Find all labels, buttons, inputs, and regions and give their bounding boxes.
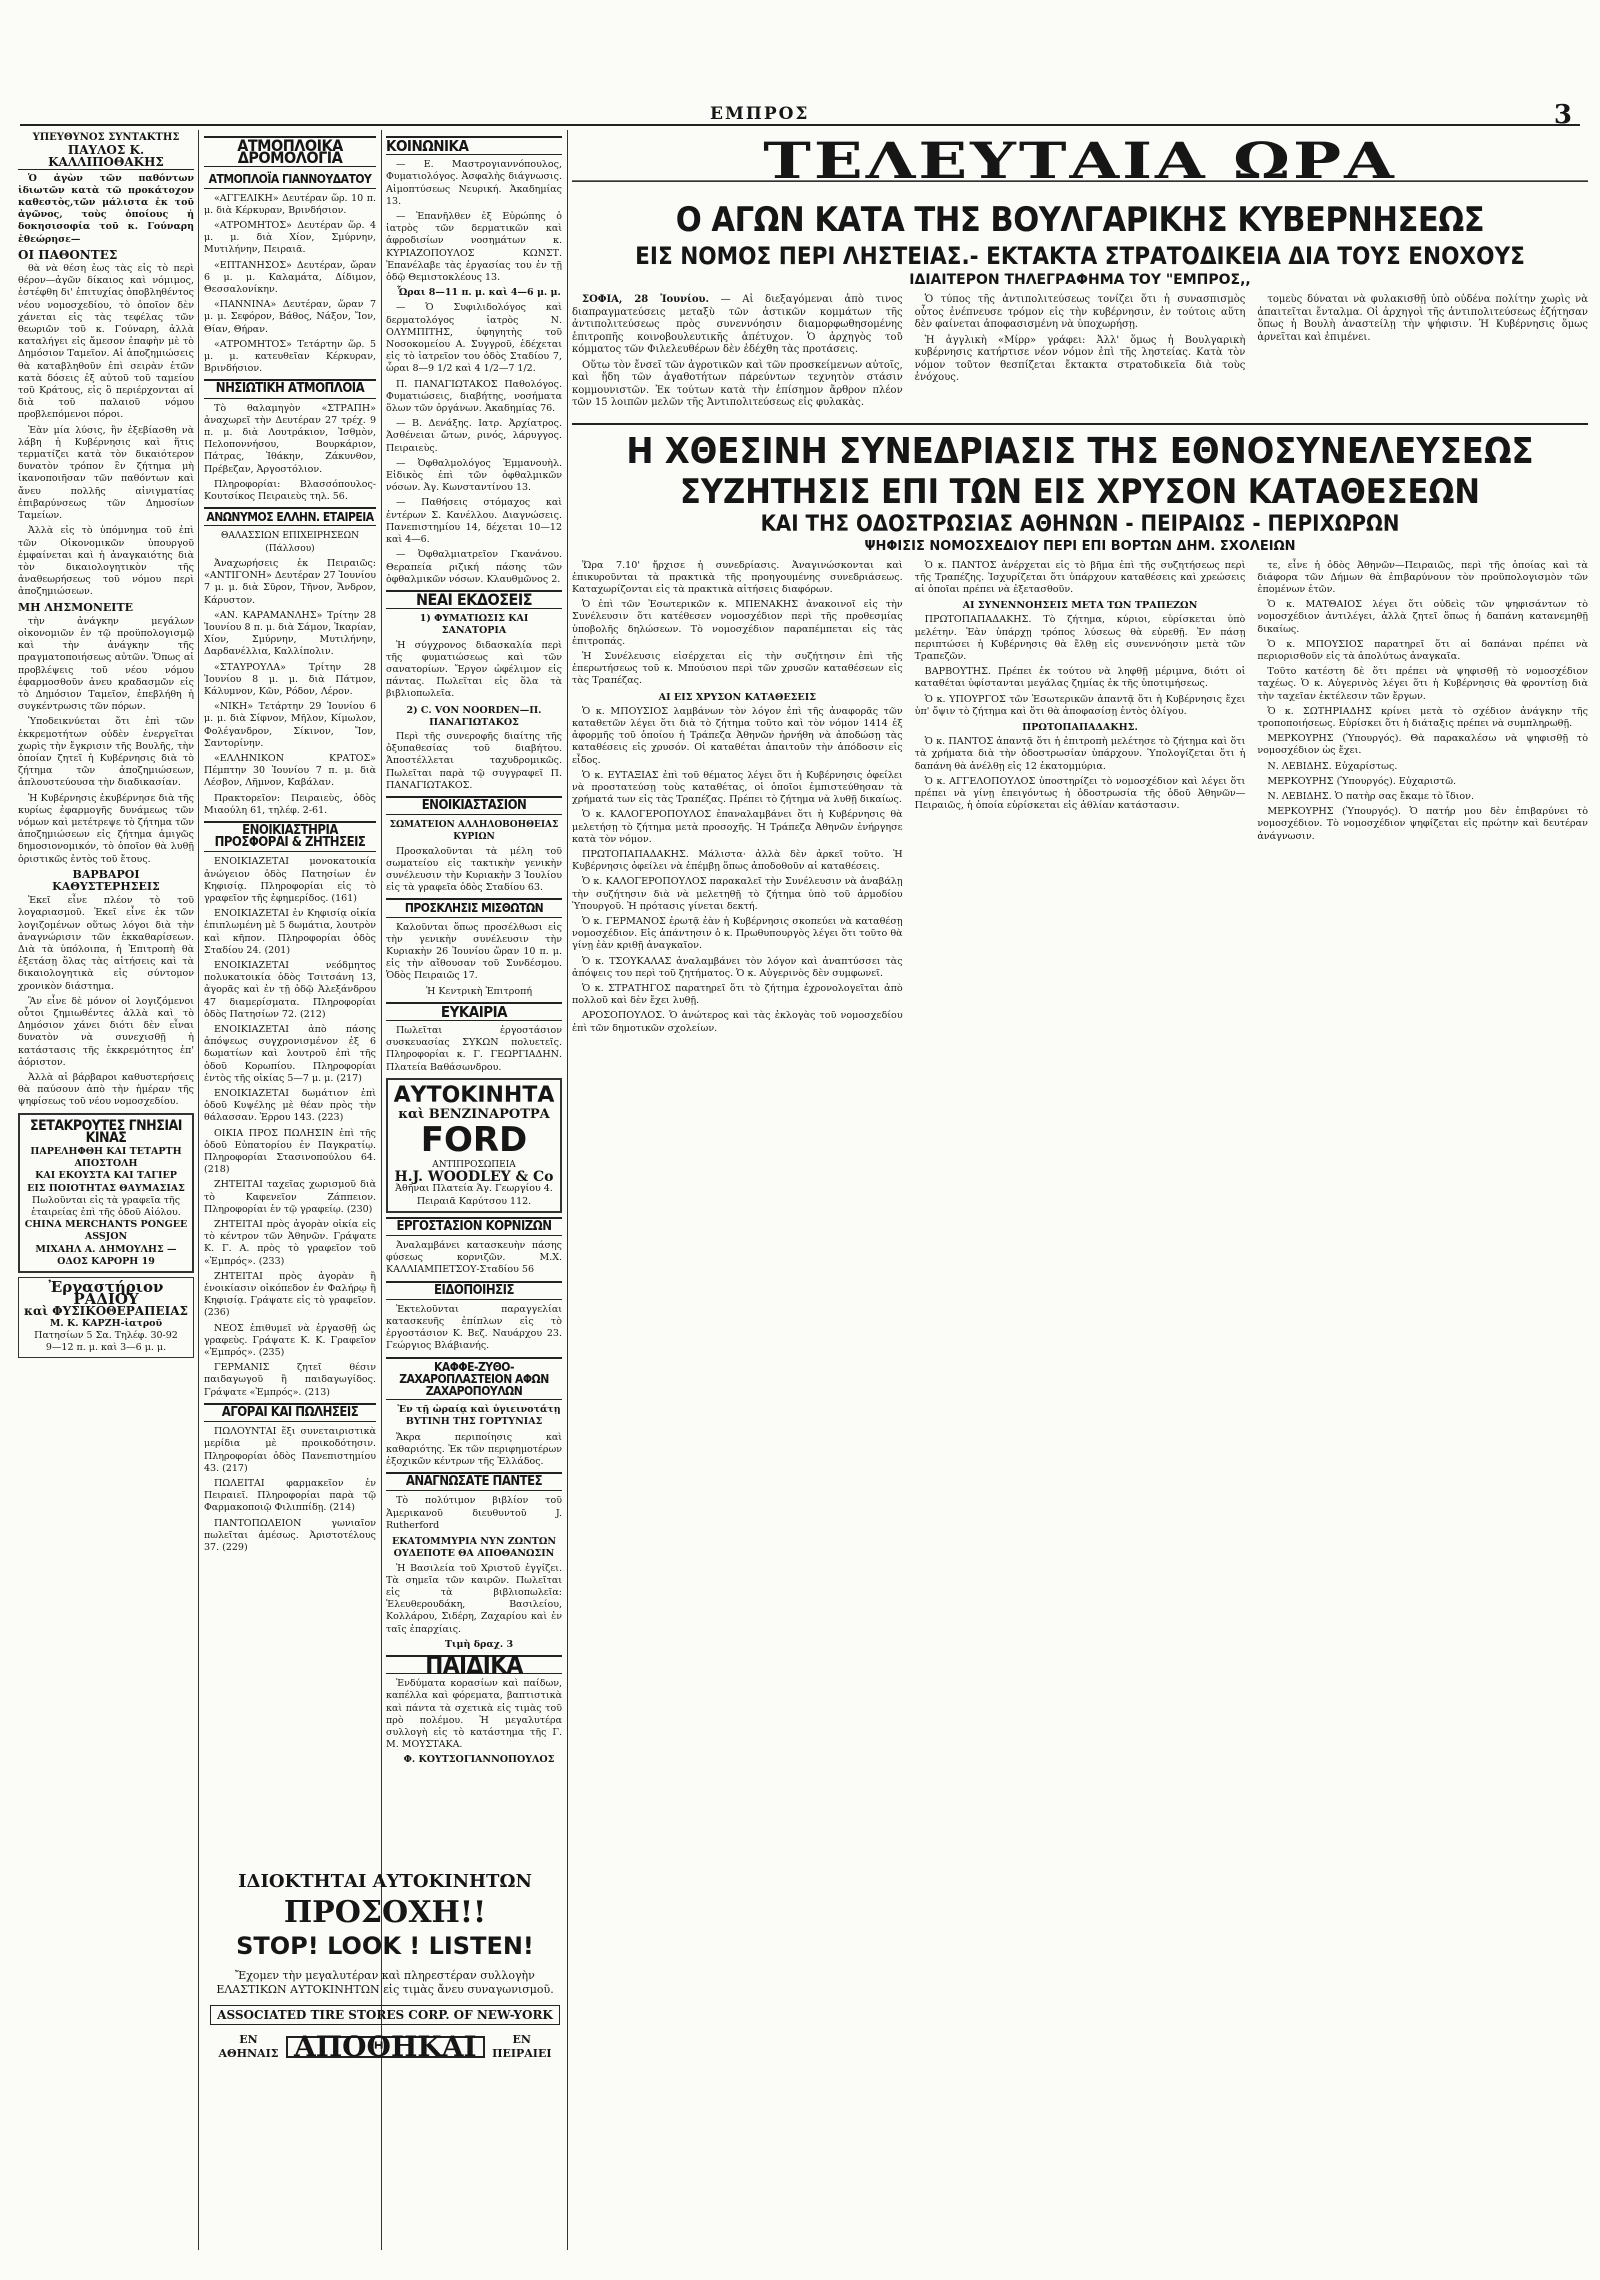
classified-ad: ΕΝΟΙΚΙΑΖΕΤΑΙ νεόδμητος πολυκατοικία ὁδὸς Τσιτσάνη 13, ἀγορᾶς καὶ ἐν τῇ ὁδῷ Ἀλεξάνδρου 47 διαμερίσματα. Πληροφορίαι ὁδὸς Πατησίων 72. (212) <box>204 959 376 1020</box>
article-paragraph: Ὁ κ. ΤΣΟΥΚΑΛΑΣ ἀναλαμβάνει τὸν λόγον καὶ ἀναπτύσσει τὰς ἀπόψεις του περὶ τοῦ ζητήματος. Ὁ κ. Αὐγερινὸς δὲν συμφωνεῖ. <box>572 955 903 979</box>
masthead <box>20 100 1580 130</box>
article-paragraph: Ὁ κ. ΚΑΛΟΓΕΡΟΠΟΥΛΟΣ ἐπαναλαμβάνει ὅτι ἡ Κυβέρνησις θὰ μελετήσῃ τὸ ζήτημα μετὰ προσοχῆς. Ἡ Τράπεζα Ἀθηνῶν ἐνήργησε κατὰ τὸν νόμον. <box>572 809 903 845</box>
article-paragraph: Ὁ κ. ΚΑΛΟΓΕΡΟΠΟΥΛΟΣ παρακαλεῖ τὴν Συνέλευσιν νὰ ἀναβάλῃ τὴν συζήτησιν διὰ νὰ μελετηθῇ τὸ ζήτημα ὑπὸ τοῦ ἁρμοδίου Ὑπουργοῦ. Ἡ πρότασις γίνεται δεκτή. <box>572 876 903 912</box>
ad-line: ΜΙΧΑΗΛ Α. ΔΗΜΟΥΛΗΣ — ΟΔΟΣ ΚΑΡΟΡΗ 19 <box>35 1243 177 1267</box>
section-heading: ΠΑΙΔΙΚΑ <box>386 1655 562 1674</box>
notice: Τὸ πολύτιμον βιβλίον τοῦ Ἀμερικανοῦ διευθυντοῦ J. Rutherford <box>386 1495 562 1531</box>
dateline-heading: ΙΔΙΑΙΤΕΡΟΝ ΤΗΛΕΓΡΑΦΗΜΑ ΤΟΥ "ΕΜΠΡΟΣ,, <box>909 272 1251 288</box>
ad-line: 9—12 π. μ. καὶ 3—6 μ. μ. <box>45 1342 167 1354</box>
ad-line: ΑΝΤΙΠΡΟΣΩΠΕΙΑ <box>432 1160 516 1171</box>
notice: Προσκαλοῦνται τὰ μέλη τοῦ σωματείου εἰς τακτικὴν γενικὴν συνέλευσιν τὴν Κυριακὴν 3 Ἰουλίου εἰς τὰ γραφεῖα ὁδὸς Σταδίου 63. <box>386 845 562 894</box>
notice: Πωλεῖται ἐργοστάσιον συσκευασίας ΣΥΚΩΝ πολυετεῖς. Πληροφορίαι κ. Γ. ΓΕΩΡΓΙΑΔΗΝ. Πλατεία Βαθάσωνδρου. <box>386 1025 562 1073</box>
section-heading: ΑΤΜΟΠΛΟΪΚΑ ΔΡΟΜΟΛΟΓΙΑ <box>204 136 376 167</box>
classified-ad: ΠΩΛΕΙΤΑΙ φαρμακεῖον ἐν Πειραιεῖ. Πληροφορίαι παρὰ τῷ Φαρμακοποιῷ Φιλιππίδῃ. (214) <box>204 1477 376 1514</box>
article-paragraph: Ὥρα 7.10' ἤρχισε ἡ συνεδρίασις. Ἀναγινώσκονται καὶ ἐπικυροῦνται τὰ πρακτικὰ τῆς προηγουμένης συνεδριάσεως. Καταχωρίζονται εἰς τὰ πρακτικὰ αἰτήσεις διαφόρων. <box>572 559 903 595</box>
article-paragraph: ΒΑΡΒΟΥΤΗΣ. Πρέπει ἐκ τούτου νὰ ληφθῇ μέριμνα, διότι οἱ καταθέται ὑφίστανται μεγάλας ζημίας ἐκ τῆς ὑποτιμήσεως. <box>914 666 1246 690</box>
section-subheading: ΑΙ ΣΥΝΕΝΝΟΗΣΕΙΣ ΜΕΤΑ ΤΩΝ ΤΡΑΠΕΖΩΝ <box>962 600 1198 612</box>
classified-ad: ΓΕΡΜΑΝΙΣ ζητεῖ θέσιν παιδαγωγοῦ ἢ παιδαγωγίδος. Γράψατε «Ἐμπρός». (213) <box>204 1362 376 1398</box>
notice-signature: Ἡ Κεντρικὴ Ἐπιτροπή <box>425 985 533 997</box>
ad-title: ΑΥΤΟΚΙΝΗΤΑ <box>393 1082 555 1108</box>
subheadline: ΨΗΦΙΣΙΣ ΝΟΜΟΣΧΕΔΙΟΥ ΠΕΡΙ ΕΠΙ ΒΟΡΤΩΝ ΔΗΜ. ΣΧΟΛΕΙΩΝ <box>864 538 1296 554</box>
article-columns <box>572 294 1588 413</box>
listing: Πρακτορεῖον: Πειραιεὺς, ὁδὸς Μιαούλη 61, τηλέφ. 2-61. <box>204 792 376 816</box>
listing: Ἀναχωρήσεις ἐκ Πειραιῶς: «ΑΝΤΙΓΟΝΗ» Δευτέραν 27 Ἰουνίου 7 μ. μ. διὰ Σῦρον, Τῆνον, Ἄνδρον, Κάρυστον. <box>204 557 376 606</box>
page-number: 3 <box>1553 100 1572 130</box>
lead-paragraph: Ὁ ἀγὼν τῶν παθόντων ἰδιωτῶν κατὰ τῶ προκάτοχον καθεστὸς,τῶν μάλιστα ἐκ τοῦ ἀγῶνος, τοὺς ὁποίους ἡ δοκησισοφία τοῦ κ. Γούναρη ἐθεώρησε— <box>18 172 194 245</box>
article-paragraph: θὰ νὰ θέση ἐως τὰς εἰς τὸ περὶ θέρον—ἀγῶν δίκαιος καὶ νόμιμος, ἐστέφθη δι' ἐπιτυχίας ὀποβληθέντος νέου νομοσχεδίου, τὸ ὁποῖον δὲν χάνεται εἰς τὰς τεφέλας τῶν θεωριῶν τοῦ κ. Γούναρη, ἀλλὰ καταλήγει εἰς ἄμεσον ἐπαφὴν μὲ τὸ Δημόσιον Ταμεῖον. Αἱ ἀποζημιώσεις θὰ καταβληθοῦν ἐπὶ σειρὰν ἐτῶν κατὰ δόσεις ἐξ αὐτοῦ τοῦ ταμείου τοῦ Κράτους, εἰς ὃ περιέρχονται αἱ διὰ τοῦ παλαιοῦ νόμου προβλεπόμενοι πόροι. <box>18 263 194 421</box>
price: Τιμὴ δραχ. 3 <box>444 1638 514 1650</box>
notice: — Β. Δενάξης. Ιατρ. Ἀρχίατρος. Ἀσθένειαι ὤτων, ρινός, λάρυγγος. Πειραιεὺς. <box>386 418 562 454</box>
notice-signature: Φ. ΚΟΥΤΣΟΓΙΑΝΝΟΠΟΥΛΟΣ <box>403 1754 555 1766</box>
article-paragraph: Ἂν εἶνε δὲ μόνον οἱ λογιζόμενοι οὗτοι ζημιωθέντες ἀλλὰ καὶ τὸ Δημόσιον χάνει διότι δὲν εἶναι δυνατὸν νὰ συνεχισθῇ ἡ κατάστασις τῆς ἐκκρεμότητος ἐπ' ἀόριστον. <box>18 995 194 1068</box>
article-column <box>572 560 903 1038</box>
ad-line: ΚΑΙ ΕΚΟΥΣΤΑ ΚΑΙ ΤΑΓΙΕΡ <box>35 1170 177 1182</box>
article-paragraph: Ν. ΛΕΒΙΔΗΣ. Εὐχαρίστως. <box>1267 760 1398 772</box>
article-paragraph: Οὕτω τὸν ἔνσεῖ τῶν ἀγροτικῶν καὶ τῶν προσκείμενων αὐτοῖς, καὶ ἤδη τῶν ἀγαθοτήτων πάρεύντων τεχνητὸν στάσιν κομμουνιστῶν. Ἐκ τούτων κατὰ τὴν ἐπίσημον ἄρθρον πλέον τῶν 15 λοιπῶν μελῶν τῆς Ἀντιπολιτεύσεως εἰς φυλακὰς. <box>572 359 903 408</box>
column-4 <box>572 132 1588 2262</box>
listing: «ΑΤΡΟΜΗΤΟΣ» Τετάρτην ὥρ. 5 μ. μ. κατευθεῖαν Κέρκυραν, Βρινδήσιον. <box>204 338 376 375</box>
dateline: ΣΟΦΙΑ, 28 Ἰουνίου. <box>582 294 709 305</box>
advertisement-silk <box>18 1113 194 1273</box>
section-subheading: ΠΡΩΤΟΠΑΠΑΔΑΚΗΣ. <box>1022 721 1138 733</box>
article-paragraph: Ἐὰν μία λύσις, ἢν ἐξεβίασθη νὰ λάβη ἡ Κυβέρνησις καὶ ἥτις τερματίζει κατὰ τὸν δικαιότερον δυνατὸν τρόπον ἓν ζήτημα μὴ ἱκανοποιῆσαν τῶν παθόντων καὶ ἄνευ πολλῆς αἰνιγματίας ἐπιβαρύνσεως τῶν Δημοσίων Ταμείων. <box>18 424 194 522</box>
article-column <box>1257 294 1588 413</box>
ad-line: STOP! LOOK ! LISTEN! <box>236 1932 534 1960</box>
article-paragraph: Ὁ κ. ΠΑΝΤΟΣ ἀπαντᾷ ὅτι ἡ ἐπιτροπὴ μελέτησε τὸ ζήτημα καὶ ὅτι τὰ χρήματα διὰ τὴν ὁδοστρωσίαν ὑπάρχουν. Ὑπολογίζεται ὅτι ἡ δαπάνη θὰ ἀνέλθῃ εἰς 12 ἑκατομμύρια. <box>914 736 1246 772</box>
article-paragraph: ΑΡΟΣΟΠΟΥΛΟΣ. Ὁ ἀνώτερος καὶ τὰς ἐκλογὰς τοῦ νομοσχεδίου ἐπὶ τῶν δημοτικῶν σχολείων. <box>572 1010 903 1034</box>
notice: Καλοῦνται ὅπως προσέλθωσι εἰς τὴν γενικὴν συνέλευσιν τὴν Κυριακὴν 26 Ἰουνίου ὥραν 10 π. μ. εἰς τὴν αἴθουσαν τοῦ Συνδέσμου. Ὁδὸς Πειραιῶς 17. <box>386 921 562 982</box>
ad-line: ASSOCIATED TIRE STORES CORP. OF NEW-YORK <box>210 2005 560 2025</box>
article-column <box>915 294 1246 413</box>
ad-title: ΣΕΤΑΚΡΟΥΤΕΣ ΓΝΗΣΙΑΙ ΚΙΝΑΣ <box>30 1117 182 1146</box>
listing: «ΣΤΑΥΡΟΥΛΑ» Τρίτην 28 Ἰουνίου 8 μ. μ. διὰ Πάτμον, Κάλυμνον, Κῶν, Ρόδον, Λέρον. <box>204 661 376 697</box>
ad-line: καὶ ΦΥΣΙΚΟΘΕΡΑΠΕΙΑΣ <box>23 1304 189 1319</box>
section-heading: ΑΓΟΡΑΙ ΚΑΙ ΠΩΛΗΣΕΙΣ <box>204 1403 376 1422</box>
article-paragraph: τὴν ἀνάγκην μεγάλων οἰκονομιῶν ἐν τῷ προϋπολογισμῷ καὶ τὴν ἀνάγκην τῆς πραγματοποιήσεως αὐτῶν. Ὅπως αἱ προβλέψεις τοῦ νέου νόμου ἐφαρμοσθοῦν ἀνευ κραδασμῶν εἰς τὸ Δημόσιον Ταμεῖον, ἐπεβλήθη ἡ συγκέντρωσις τῶν πόρων. <box>18 615 194 713</box>
notice: Ἄκρα περιποίησις καὶ καθαριότης. Ἐκ τῶν περιφημοτέρων ἐξοχικῶν κέντρων τῆς Ἑλλάδος. <box>386 1431 562 1468</box>
subhead: ΟΙ ΠΑΘΟΝΤΕΣ <box>18 247 118 262</box>
classified-ad: ΠΑΝΤΟΠΩΛΕΙΟΝ γωνιαῖον πωλεῖται ἀμέσως. Ἀριστοτέλους 37. (229) <box>204 1517 376 1553</box>
subheadline: ΚΑΙ ΤΗΣ ΟΔΟΣΤΡΩΣΙΑΣ ΑΘΗΝΩΝ - ΠΕΙΡΑΙΩΣ - ΠΕΡΙΧΩΡΩΝ <box>760 511 1400 537</box>
headline: Ο ΑΓΩΝ ΚΑΤΑ ΤΗΣ ΒΟΥΛΓΑΡΙΚΗΣ ΚΥΒΕΡΝΗΣΕΩΣ <box>675 200 1485 240</box>
section-heading: ΕΝΟΙΚΙΑΣΤΗΡΙΑ ΠΡΟΣΦΟΡΑΙ & ΖΗΤΗΣΕΙΣ <box>204 821 376 852</box>
notice: Περὶ τῆς συνεροφῆς διαίτης τῆς ὀξυπαθεσίας τοῦ διαβήτου. Ἀποστέλλεται ταχυδρομικῶς. Πωλεῖται παρὰ τῷ συγγραφεῖ Π. ΠΑΝΑΓΙΩΤΑΚΟΣ. <box>386 730 562 791</box>
banner-headline: ΤΕΛΕΥΤΑΙΑ ΩΡΑ <box>572 132 1588 182</box>
article-paragraph: Ὁ κ. ΓΕΡΜΑΝΟΣ ἐρωτᾷ ἐὰν ἡ Κυβέρνησις σκοπεύει νὰ καταθέσῃ νομοσχέδιον. Εἰς ἀπάντησιν ὁ κ. Πρωθυπουργὸς λέγει ὅτι τοῦτο θὰ γίνῃ ἐὰν κριθῇ ἀναγκαῖον. <box>572 915 903 952</box>
article-paragraph: Ὑποδεικνύεται ὅτι ἐπὶ τῶν ἐκκρεμοτήτων οὐδὲν ἐνεργεῖται χωρὶς τὴν ἔγκρισιν τῆς Βουλῆς, τὴν ὁποίαν ζητεῖ ἡ Κυβέρνησις διὰ τὸ ζήτημα τῶν ἀποζημιώσεων, ἁπλουστεύουσα τὴν διαδικασίαν. <box>18 716 194 789</box>
ad-title: ΙΔΙΟΚΤΗΤΑΙ ΑΥΤΟΚΙΝΗΤΩΝ <box>238 1871 532 1892</box>
article-column <box>1257 560 1588 1038</box>
notice: — Παθήσεις στόμαχος καὶ ἐντέρων Σ. Κανέλλου. Διαγνώσεις. Πανεπιστημίου 14, δέχεται 10—12 καὶ 4—6. <box>386 497 562 546</box>
article-paragraph: Ὁ κ. ΥΠΟΥΡΓΟΣ τῶν Ἐσωτερικῶν ἀπαντᾷ ὅτι ἡ Κυβέρνησις ἔχει ὑπ' ὄψιν τὸ ζήτημα καὶ ὅτι θὰ ἀποφασίσῃ ἐντὸς ὀλίγου. <box>914 693 1246 717</box>
article-paragraph: ΜΕΡΚΟΥΡΗΣ (Ὑπουργός). Ὁ πατήρ μου δὲν ἐπιβαρύνει τὸ νομοσχέδιον. Τὸ νομοσχέδιον ψηφίζεται εἰς πρώτην καὶ δευτέραν ἀνάγνωσιν. <box>1257 806 1588 842</box>
column-rule <box>567 130 568 2250</box>
article-paragraph: τε, εἶνε ἡ ὁδὸς Ἀθηνῶν—Πειραιῶς, περὶ τῆς ὁποίας καὶ τὰ διάφορα τῶν Δήμων θὰ ἐπιβαρύνουν τὸν προϋπολογισμὸν τῶν ἐπομένων ἐτῶν. <box>1257 559 1588 595</box>
listing: Πληροφορίαι: Βλασσόπουλος-Κουτσίκος Πειραιεὺς τηλ. 56. <box>204 478 376 503</box>
article-paragraph: Ὁ κ. ΜΠΟΥΣΙΟΣ παρατηρεῖ ὅτι αἱ δαπάναι πρέπει νὰ περιορισθοῦν εἰς τὰ ἀπολύτως ἀναγκαῖα. <box>1257 638 1588 662</box>
ad-line: ΠΑΡΕΛΗΦΘΗ ΚΑΙ ΤΕΤΑΡΤΗ ΑΠΟΣΤΟΛΗ <box>30 1146 182 1170</box>
notice: Ἐκτελοῦνται παραγγελίαι κατασκευῆς ἐπίπλων εἰς τὸ ἐργοστάσιον Κ. Βεζ. Ναυάρχου 23. Γεώργιος Βλάβιανής. <box>386 1303 562 1352</box>
notice-title: ΣΩΜΑΤΕΙΟΝ ΑΛΛΗΛΟΒΟΗΘΕΙΑΣ ΚΥΡΙΩΝ <box>389 820 559 843</box>
ad-line: H.J. WOODLEY & Co <box>394 1169 554 1186</box>
classified-ad: ΟΙΚΙΑ ΠΡΟΣ ΠΩΛΗΣΙΝ ἐπὶ τῆς ὁδοῦ Εὐπατορίου ἐν Παγκρατίῳ. Πληροφορίαι Στασινοπούλου 64. (218) <box>204 1127 376 1176</box>
classified-ad: ΖΗΤΕΙΤΑΙ πρὸς ἀγορὰν οἰκία εἰς τὸ κέντρον τῶν Ἀθηνῶν. Γράψατε Κ. Γ. Α. πρὸς τὸ γραφεῖον τοῦ «Ἐμπρός». (233) <box>204 1219 376 1267</box>
article-text: — Αἱ διεξαγόμεναι ἀπὸ τινος διαπραγματεύσεις μεταξὺ τῶν ἀστικῶν κομμάτων τῆς ἀντιπολιτεύσεως πρὸς συνεννόησιν διαμορφωθησομένης ἐπιτροπῆς κοινοβουλευτικῆς ἀπέτυχον. Ὁ ἀρχηγὸς τοῦ κόμματος τῶν Φιλελευθέρων δὲν ἐδέχθη τὰς προτάσεις. <box>572 294 903 355</box>
article-paragraph: Ἡ Κυβέρνησις ἐκυβέρνησε διὰ τῆς κυρίως ἐφαρμογῆς δυνάμεως τῶν νόμων καὶ μετέτρεψε τὸ ζήτημα τῶν ἀποζημιώσεων εἰς ζήτημα ἀμιγῶς δημοσιονομικόν, τὸ ὁποῖον θὰ λυθῇ ὁριστικῶς ἐντὸς τοῦ ἔτους. <box>18 792 194 865</box>
article-paragraph <box>572 294 903 357</box>
headline: Η ΧΘΕΣΙΝΗ ΣΥΝΕΔΡΙΑΣΙΣ ΤΗΣ ΕΘΝΟΣΥΝΕΛΕΥΣΕΩΣ <box>572 423 1588 472</box>
article-paragraph: Ἀλλὰ αἱ βάρβαροι καθυστερήσεις θὰ παύσουν ἀπὸ τὴν ἡμέραν τῆς ψηφίσεως τοῦ νέου νομοσχεδίου. <box>18 1072 194 1108</box>
article-column <box>915 560 1246 1038</box>
byline-label: ΥΠΕΥΘΥΝΟΣ ΣΥΝΤΑΚΤΗΣ <box>32 132 180 143</box>
article-paragraph: Ἡ Συνέλευσις εἰσέρχεται εἰς τὴν συζήτησιν ἐπὶ τῆς ἐπερωτήσεως τοῦ κ. Μπούσιου περὶ τῶν χρυσῶν καταθέσεων εἰς τὰς Τραπέζας. <box>572 650 903 687</box>
notice: — Ὀφθαλμιατρεῖον Γκανάνου. Θεραπεία ριζική πάσης τῶν ὀφθαλμικῶν νόσων. Κλαυθμῶνος 2. <box>386 549 562 585</box>
notice: — Ἐπανῆλθεν ἐξ Εὐρώπης ὁ ἰατρὸς τῶν δερματικῶν καὶ ἀφροδισίων νοσημάτων κ. ΚΥΡΙΑΖΟΠΟΥΛΟΣ ΚΩΝΣΤ. Ἐπανέλαβε τὰς ἐργασίας του ἐν τῇ ὁδῷ Θεμιστοκλέους 13. <box>386 211 562 284</box>
notice: — Ὁ Συφιλιδολόγος καὶ δερματολόγος ἰατρὸς Ν. ΟΛΥΜΠΙΤΗΣ, ὑφηγητὴς τοῦ Νοσοκομείου Α. Συγγροῦ, ἐδέχεται εἰς τὸ ἰατρεῖον του ὁδὸς Σταδίου 7, ὧραι 8—9 1/2 καὶ 4 1/2—7 1/2. <box>386 302 562 375</box>
listing: «ΠΑΝΝΙΝΑ» Δευτέραν, ὥραν 7 μ. μ. Σεφόρον, Βάθος, Νάξον, Ἴον, Θίαν, Θήραν. <box>204 299 376 335</box>
article-paragraph: Ὁ κ. ΣΤΡΑΤΗΓΟΣ παρατηρεῖ ὅτι τὸ ζήτημα ἐχρονολογεῖται ἀπὸ πολλοῦ καὶ δὲν ἔχει λυθῇ. <box>572 983 903 1007</box>
masthead-title: ΕΜΠΡΟΣ <box>710 104 810 124</box>
section-heading: ΕΥΚΑΙΡΙΑ <box>386 1002 562 1021</box>
article-paragraph: Ὁ κ. ΠΑΝΤΟΣ ἀνέρχεται εἰς τὸ βῆμα ἐπὶ τῆς συζητήσεως περὶ τῆς Τραπέζης. Ἰσχυρίζεται ὅτι ὑπάρχουν καταθέσεις καὶ χρεώσεις αἱ ὁποῖαι πρέπει νὰ ἐξετασθοῦν. <box>914 559 1246 595</box>
section-subheading: ΑΤΜΟΠΛΟΪΑ ΓΙΑΝΝΟΥΔΑΤΟΥ <box>204 171 376 188</box>
classified-ad: ΕΝΟΙΚΙΑΖΕΤΑΙ δωμάτιον ἐπὶ ὁδοῦ Κυψέλης μὲ θέαν πρὸς τὴν θάλασσαν. Ἐρρου 143. (223) <box>204 1088 376 1124</box>
notice: Ἡ Βασιλεία τοῦ Χριστοῦ ἐγγίζει. Τὰ σημεῖα τῶν καιρῶν. Πωλεῖται εἰς τὰ βιβλιοπωλεῖα: Ἐλευθερουδάκη, Βασιλείου, Κολλάρου, Σιδέρη, Ζαχαρίου καὶ ἐν ταῖς ἐπαρχίαις. <box>386 1562 562 1635</box>
notice: Ὧραι 8—11 π. μ. καὶ 4—6 μ. μ. <box>397 287 561 299</box>
article-paragraph: Τοῦτο κατέστη δὲ ὅτι πρέπει νὰ ψηφισθῇ τὸ νομοσχέδιον ταχέως. Ὁ κ. Αὐγερινὸς λέγει ὅτι ἡ Κυβέρνησις θὰ φροντίσῃ διὰ τὴν ταχεῖαν ἐκτέλεσιν τῶν ἔργων. <box>1257 666 1588 702</box>
article-paragraph: ΠΡΩΤΟΠΑΠΑΔΑΚΗΣ. Τὸ ζήτημα, κύριοι, εὑρίσκεται ὑπὸ μελέτην. Ἐὰν ὑπάρχῃ τρόπος λύσεως θὰ εὑρεθῇ. Ἐν πάσῃ περιπτώσει ἡ Κυβέρνησις θὰ ἔλθῃ εἰς συνεννόησιν μετὰ τῶν Τραπεζῶν. <box>914 614 1246 662</box>
section-heading: ΚΑΦΦΕ-ΖΥΘΟ-ΖΑΧΑΡΟΠΛΑΣΤΕΙΟΝ ΑΦΩΝ ΖΑΧΑΡΟΠΟΥΛΩΝ <box>386 1357 562 1401</box>
article-paragraph: Ὁ κ. ΣΩΤΗΡΙΑΔΗΣ κρίνει μετὰ τὸ σχέδιον ἀνάγκην τῆς τροποποιήσεως. Εὑρίσκει ὅτι ἡ διάταξις πρέπει νὰ συμπληρωθῇ. <box>1257 705 1588 729</box>
column-1 <box>18 132 194 2252</box>
classified-ad: ΖΗΤΕΙΤΑΙ πρὸς ἀγορὰν ἢ ἐνοικίασιν οἰκόπεδον ἐν Φαλήρῳ ἢ Κηφισίᾳ. Γράψατε εἰς τὸ γραφεῖον. (236) <box>204 1270 376 1319</box>
section-heading: ΑΝΑΓΝΩΣΑΤΕ ΠΑΝΤΕΣ <box>386 1472 562 1491</box>
article-paragraph: Ὁ κ. ΕΥΤΑΞΙΑΣ ἐπὶ τοῦ θέματος λέγει ὅτι ἡ Κυβέρνησις ὀφείλει νὰ προστατεύσῃ τοὺς καταθέτας, οἱ ὁποῖοι ἐμπιστεύθησαν τὰ χρήματά των εἰς τὰς Τραπέζας. Πρέπει τὸ ζήτημα νὰ λυθῇ δικαίως. <box>572 769 903 806</box>
article-paragraph: Ὁ τύπος τῆς ἀντιπολιτεύσεως τονίζει ὅτι ἡ συνασπισμὸς οὗτος ἐνέπνευσε τρόμον εἰς τὴν κυβέρνησιν, ἐν τούτοις αὕτη δὲν φαίνεται ἀποφασισμένη νὰ ὑποχωρήσῃ. <box>914 294 1246 330</box>
article-column <box>572 294 903 413</box>
notice: Ἐν τῇ ὡραίᾳ καὶ ὑγιεινοτάτῃ ΒΥΤΙΝΗ ΤΗΣ ΓΟΡΤΥΝΙΑΣ <box>397 1404 561 1428</box>
section-heading: ΝΗΣΙΩΤΙΚΗ ΑΤΜΟΠΛΟΪΑ <box>204 379 376 398</box>
article-paragraph: τομεὺς δύναται νὰ φυλακισθῇ ὑπὸ οὐδένα πολίτην χωρὶς νὰ ἀπαιτεῖται ἔνταλμα. Οἱ ἀρχηγοὶ τῆς ἀντιπολιτεύσεως ἐζήτησαν ὅπως ἡ Βουλὴ ἀναστείλῃ τὴν ψήφισιν. Ἡ Κυβέρνησις ὅμως ἀρνεῖται καὶ ἐπιμένει. <box>1257 294 1588 343</box>
listing: «ΕΛΛΗΝΙΚΟΝ ΚΡΑΤΟΣ» Πέμπτην 30 Ἰουνίου 7 π. μ. διὰ Λέσβον, Λῆμνον, Καβάλαν. <box>204 752 376 789</box>
advertisement-ford <box>386 1078 562 1213</box>
notice: — Ε. Μαστρογιαννόπουλος, Φυματιολόγος. Ἀσφαλὴς διάγνωσις. Αἱμοπτύσεως Νευρική. Ἀκαδημίας 13. <box>386 159 562 207</box>
classified-ad: ΕΝΟΙΚΙΑΖΕΤΑΙ ἀπὸ πάσης ἀπόψεως συγχρονισμένον ἐξ 6 δωματίων καὶ λουτροῦ ἐπὶ τῆς ὁδοῦ Κορωπίου. Πληροφορίαι ἐντὸς τῆς οἰκίας 5—7 μ. μ. (217) <box>204 1024 376 1084</box>
book-title: 1) ΦΥΜΑΤΙΩΣΙΣ ΚΑΙ ΣΑΝΑΤΟΡΙΑ <box>419 613 529 637</box>
notice: Ἡ σύγχρονος διδασκαλία περὶ τῆς φυματιώσεως καὶ τῶν σανατορίων. Ἔργον ὠφέλιμον εἰς πάντας. Πωλεῖται εἰς ὅλα τὰ βιβλιοπωλεῖα. <box>386 639 562 700</box>
subhead: ΜΗ ΛΗΣΜΟΝΕΙΤΕ <box>18 600 134 614</box>
listing: Τὸ θαλαμηγὸν «ΣΤΡΑΠΗ» ἀναχωρεῖ τὴν Δευτέραν 27 τρέχ. 9 π. μ. διὰ Λουτράκιον, Ἰσθμὸν, Πελοποννήσου, Βουρκάριον, Πάτρας, Ἰθάκην, Ζάκυνθον, Πρέβεζαν, Ἀργοστόλιον. <box>204 402 376 475</box>
ad-line: ΕΙΣ ΠΟΙΟΤΗΤΑΣ ΘΑΥΜΑΣΙΑΣ <box>27 1182 185 1194</box>
ad-line: ΕΝ ΑΘΗΝΑΙΣ <box>218 2033 279 2060</box>
classified-ad: ΖΗΤΕΙΤΑΙ ταχεῖας χωρισμοῦ διὰ τὸ Καφενεῖον Ζάππειον. Πληροφορίαι ἐν τῷ γραφείῳ. (230) <box>204 1179 376 1215</box>
book-title: ΕΚΑΤΟΜΜΥΡΙΑ ΝΥΝ ΖΩΝΤΩΝ ΟΥΔΕΠΟΤΕ ΘΑ ΑΠΟΘΑΝΩΣΙΝ <box>391 1536 557 1560</box>
article-paragraph: Ἐκεῖ εἶνε πλέον τὸ τοῦ λογαριασμοῦ. Ἐκεῖ εἶνε ἐκ τῶν λογιζομένων οὕτως λόγοι διὰ τὴν ἀναγνώρισιν τῶν ἐκκαθαρίσεων. Διὰ τὰ ὑπόλοιπα, ἡ Ἐπιτροπὴ θὰ ἐξετάσῃ ὅλας τὰς αἰτήσεις καὶ τὰ δικαιολογητικὰ εἰς σύντομον χρονικὸν διάστημα. <box>18 895 194 992</box>
ad-line: Πωλοῦνται εἰς τὰ γραφεῖα τῆς ἑταιρείας ἐπὶ τῆς ὁδοῦ Αἰόλου. <box>31 1194 181 1219</box>
column-3 <box>386 132 562 2252</box>
section-heading: ΑΝΩΝΥΜΟΣ ΕΛΛΗΝ. ΕΤΑΙΡΕΙΑ <box>204 507 376 526</box>
notice: Ἐνδύματα κορασίων καὶ παίδων, καπέλλα καὶ φόρεματα, βαπτιστικὰ καὶ πάντα τὰ σχετικὰ εἰς τιμὰς τοῦ πρὸ πολέμου. Ἡ μεγαλυτέρα συλλογὴ εἰς τὸ κατάστημα τῆς Γ. Μ. ΜΟΥΣΤΑΚΑ. <box>386 1678 562 1751</box>
subhead: ΒΑΡΒΑΡΟΙ ΚΑΘΥΣΤΕΡΗΣΕΙΣ <box>52 867 160 893</box>
notice: Ἀναλαμβάνει κατασκευὴν πάσης φύσεως κορνιζῶν. Μ.Χ. ΚΑΛΛΙΑΜΠΕΤΣΟΥ-Σταδίου 56 <box>386 1240 562 1276</box>
article-paragraph: Ὁ κ. ΑΓΓΕΛΟΠΟΥΛΟΣ ὑποστηρίζει τὸ νομοσχέδιον καὶ λέγει ὅτι πρέπει νὰ γίνῃ ἐπειγόντως ἡ ὁδοστρωσία τῆς ὁδοῦ Ἀθηνῶν—Πειραιῶς, ἡ ὁποία εὑρίσκεται εἰς ἀθλίαν κατάστασιν. <box>914 775 1246 812</box>
ad-line: Ἀθῆναι Πλατεία Ἁγ. Γεωργίου 4. Πειραιᾶ Καρύτσου 112. <box>395 1183 553 1207</box>
classified-ad: ΕΝΟΙΚΙΑΖΕΤΑΙ ἐν Κηφισίᾳ οἰκία ἐπιπλωμένη μὲ 5 δωμάτια, λουτρὸν καὶ κῆπον. Πληροφορίαι ὁδὸς Σταδίου 24. (201) <box>204 908 376 956</box>
article-paragraph: Ἡ ἀγγλικὴ «Μίρρ» γράφει: Ἀλλ' ὅμως ἡ Βουλγαρικὴ κυβέρνησις κατήρτισε νέον νόμον ἐπὶ τῆς ληστείας. Κατὰ τὸν νόμον τοῦτον θεσπίζεται ἔκτακτα στρατοδικεῖα διὰ τοὺς ἐνόχους. <box>914 334 1246 383</box>
section-heading: ΕΙΔΟΠΟΙΗΣΙΣ <box>386 1281 562 1300</box>
column-2 <box>204 132 376 1852</box>
notice: — Ὀφθαλμολόγος Ἐμμανουὴλ. Εἰδικὸς ἐπὶ τῶν ὀφθαλμικῶν νόσων. Ἀγ. Κωνσταντίνου 13. <box>386 457 562 494</box>
advertisement-radium <box>18 1277 194 1358</box>
listing: «ΑΝ. ΚΑΡΑΜΑΝΛΗΣ» Τρίτην 28 Ἰουνίου 8 π. μ. διὰ Σάμον, Ἰκαρίαν, Χίον, Σμύρνην, Μυτιλήνην, Δαρδανέλλια, Καλλίπολιν. <box>204 609 376 658</box>
classified-ad: ΕΝΟΙΚΙΑΖΕΤΑΙ μονοκατοικία ἀνώγειον ὁδὸς Πατησίων ἐν Κηφισίᾳ. Πληροφορίαι εἰς τὸ γραφεῖον τῆς ἐφημερίδος. (161) <box>204 856 376 904</box>
article-paragraph: ΜΕΡΚΟΥΡΗΣ (Ὑπουργός). Θὰ παρακαλέσω νὰ ψηφισθῇ τὸ νομοσχέδιον ὡς ἔχει. <box>1257 733 1588 757</box>
article-paragraph: Ν. ΛΕΒΙΔΗΣ. Ὁ πατὴρ σας ἔκαμε τὸ ἴδιον. <box>1267 790 1475 802</box>
listing: «ΑΓΓΕΛΙΚΗ» Δευτέραν ὥρ. 10 π. μ. διὰ Κέρκυραν, Βρινδήσιον. <box>204 192 376 216</box>
ad-line: Πατησίων 5 Σα. Τηλέφ. 30-92 <box>34 1329 178 1341</box>
section-heading: ΕΡΓΟΣΤΑΣΙΟΝ ΚΟΡΝΙΖΩΝ <box>386 1217 562 1236</box>
column-rule <box>198 130 199 2250</box>
section-subheading: ΘΑΛΑΣΣΙΩΝ ΕΠΙΧΕΙΡΗΣΕΩΝ (Πάλλσου) <box>220 531 360 554</box>
ad-line: ΠΡΟΣΟΧΗ!! <box>283 1895 487 1930</box>
listing: «ΝΙΚΗ» Τετάρτην 29 Ἰουνίου 6 μ. μ. διὰ Σίφνον, Μῆλον, Κίμωλον, Φολέγανδρον, Σίκινον, Ἴον, Σαντορίνην. <box>204 701 376 749</box>
ad-line: καὶ ΒΕΝΖΙΝΑΡΟΤΡΑ <box>398 1106 550 1122</box>
ad-line: ΑΠΟΘΗΚΑΙ <box>286 2036 485 2058</box>
notice: Π. ΠΑΝΑΓΙΩΤΑΚΟΣ Παθολόγος. Φυματιώσεις, διαβήτης, νοσήματα ὅλων τῶν ὀργάνων. Ἀκαδημίας 76. <box>386 378 562 415</box>
article-paragraph: ΠΡΩΤΟΠΑΠΑΔΑΚΗΣ. Μάλιστα· ἀλλὰ δὲν ἀρκεῖ τοῦτο. Ἡ Κυβέρνησις ὀφείλει νὰ ἐπέμβῃ ὅπως ἀποδοθοῦν αἱ καταθέσεις. <box>572 848 903 873</box>
subheadline: ΕΙΣ ΝΟΜΟΣ ΠΕΡΙ ΛΗΣΤΕΙΑΣ.- ΕΚΤΑΚΤΑ ΣΤΡΑΤΟΔΙΚΕΙΑ ΔΙΑ ΤΟΥΣ ΕΝΟΧΟΥΣ <box>635 242 1525 270</box>
article-paragraph: Ἀλλὰ εἰς τὸ ὑπόμνημα τοῦ ἐπὶ τῶν Οἰκονομικῶν ὑπουργοῦ ἐμφαίνεται καὶ ἡ ἀναγκαιότης διὰ τὸν δικαιολογητικὸν τῆς ἀναθεωρήσεως τοῦ νόμου περὶ ἀποζημιώσεων. <box>18 525 194 598</box>
listing: «ΕΠΤΑΝΗΣΟΣ» Δευτέραν, ὥραν 6 μ. μ. Καλαμάτα, Δίδιμον, Θεσσαλονίκην. <box>204 259 376 296</box>
classified-ad: ΝΕΟΣ ἐπιθυμεῖ νὰ ἐργασθῇ ὡς γραφεὺς. Γράψατε Κ. Κ. Γραφεῖον «Ἐμπρός». (235) <box>204 1322 376 1359</box>
headline: ΣΥΖΗΤΗΣΙΣ ΕΠΙ ΤΩΝ ΕΙΣ ΧΡΥΣΟΝ ΚΑΤΑΘΕΣΕΩΝ <box>679 471 1481 512</box>
article-paragraph: Ὁ κ. ΜΑΤΘΑΙΟΣ λέγει ὅτι οὐδεὶς τῶν ψηφισάντων τὸ νομοσχέδιον ἀντιλέγει, ἀλλὰ ζητεῖ ὅπως ἡ δαπάνη κατανεμηθῇ δικαίως. <box>1257 599 1588 635</box>
article-columns <box>572 560 1588 1038</box>
classified-ad: ΠΩΛΟΥΝΤΑΙ ἕξι συνεταιριστικὰ μερίδια μὲ προικοδότησιν. Πληροφορίαι ὁδὸς Πανεπιστημίου 43. (217) <box>204 1426 376 1474</box>
book-title: 2) C. VON NOORDEN—Π. ΠΑΝΑΓΙΩΤΑΚΟΣ <box>406 704 542 728</box>
article-paragraph: Ὁ κ. ΜΠΟΥΣΙΟΣ λαμβάνων τὸν λόγον ἐπὶ τῆς ἀναφορᾶς τῶν καταθετῶν λέγει ὅτι διὰ τὸ ζήτημα τοῦτο καὶ τὸν νόμον 1414 ἐξ ἀφορμῆς τοῦ ὁποίου ἡ Τράπεζα Ἀθηνῶν ἠρνήθη νὰ ἀποδώσῃ τὰς καταθέσεις εἰς χρυσόν. Οἱ καταθέται ἀπαιτοῦν τὴν ἀπόδοσιν εἰς εἶδος. <box>572 705 903 766</box>
section-heading: ΕΝΟΙΚΙΑΣΤΑΣΙΟΝ <box>386 796 562 815</box>
section-subheading: ΑΙ ΕΙΣ ΧΡΥΣΟΝ ΚΑΤΑΘΕΣΕΙΣ <box>658 691 816 703</box>
section-heading: ΠΡΟΣΚΛΗΣΙΣ ΜΙΣΘΩΤΩΝ <box>386 898 562 917</box>
section-heading: ΝΕΑΙ ΕΚΔΟΣΕΙΣ <box>386 590 562 609</box>
ad-line: Ἔχομεν τὴν μεγαλυτέραν καὶ πληρεστέραν συλλογὴν ΕΛΑΣΤΙΚΩΝ ΑΥΤΟΚΙΝΗΤΩΝ εἰς τιμὰς ἄνευ συναγωνισμοῦ. <box>216 1969 554 1996</box>
ad-brand: FORD <box>420 1120 528 1161</box>
article-paragraph: Ὁ ἐπὶ τῶν Ἐσωτερικῶν κ. ΜΠΕΝΑΚΗΣ ἀνακοινοῖ εἰς τὴν Συνέλευσιν ὅτι κατέθεσεν νομοσχέδιον περὶ τῆς προθεσμίας ὑποβολῆς δηλώσεων. Τὸ νομοσχέδιον παραπέμπεται εἰς τὰς ἐπιτροπάς. <box>572 599 903 647</box>
article-paragraph: ΜΕΡΚΟΥΡΗΣ (Ὑπουργός). Εὐχαριστῶ. <box>1267 775 1457 787</box>
ad-line: CHINA MERCHANTS PONGEE ASSJON <box>24 1219 188 1243</box>
ad-title: Ἐργαστήριον ΡΑΔΙΟΥ <box>48 1278 164 1309</box>
byline-name: ΠΑΥΛΟΣ Κ. ΚΑΛΛΙΠΟΘΑΚΗΣ <box>18 144 194 169</box>
listing: «ΑΤΡΟΜΗΤΟΣ» Δευτέραν ὥρ. 4 μ. μ. διὰ Χίον, Σμύρνην, Μυτιλήνην, Πειραιᾶ. <box>204 220 376 256</box>
ad-line: ΕΝ ΠΕΙΡΑΙΕΙ <box>492 2033 552 2060</box>
section-heading: ΚΟΙΝΩΝΙΚΑ <box>386 136 562 155</box>
ad-line: Μ. Κ. ΚΑΡΖΗ-ἰατροῦ <box>49 1317 163 1329</box>
